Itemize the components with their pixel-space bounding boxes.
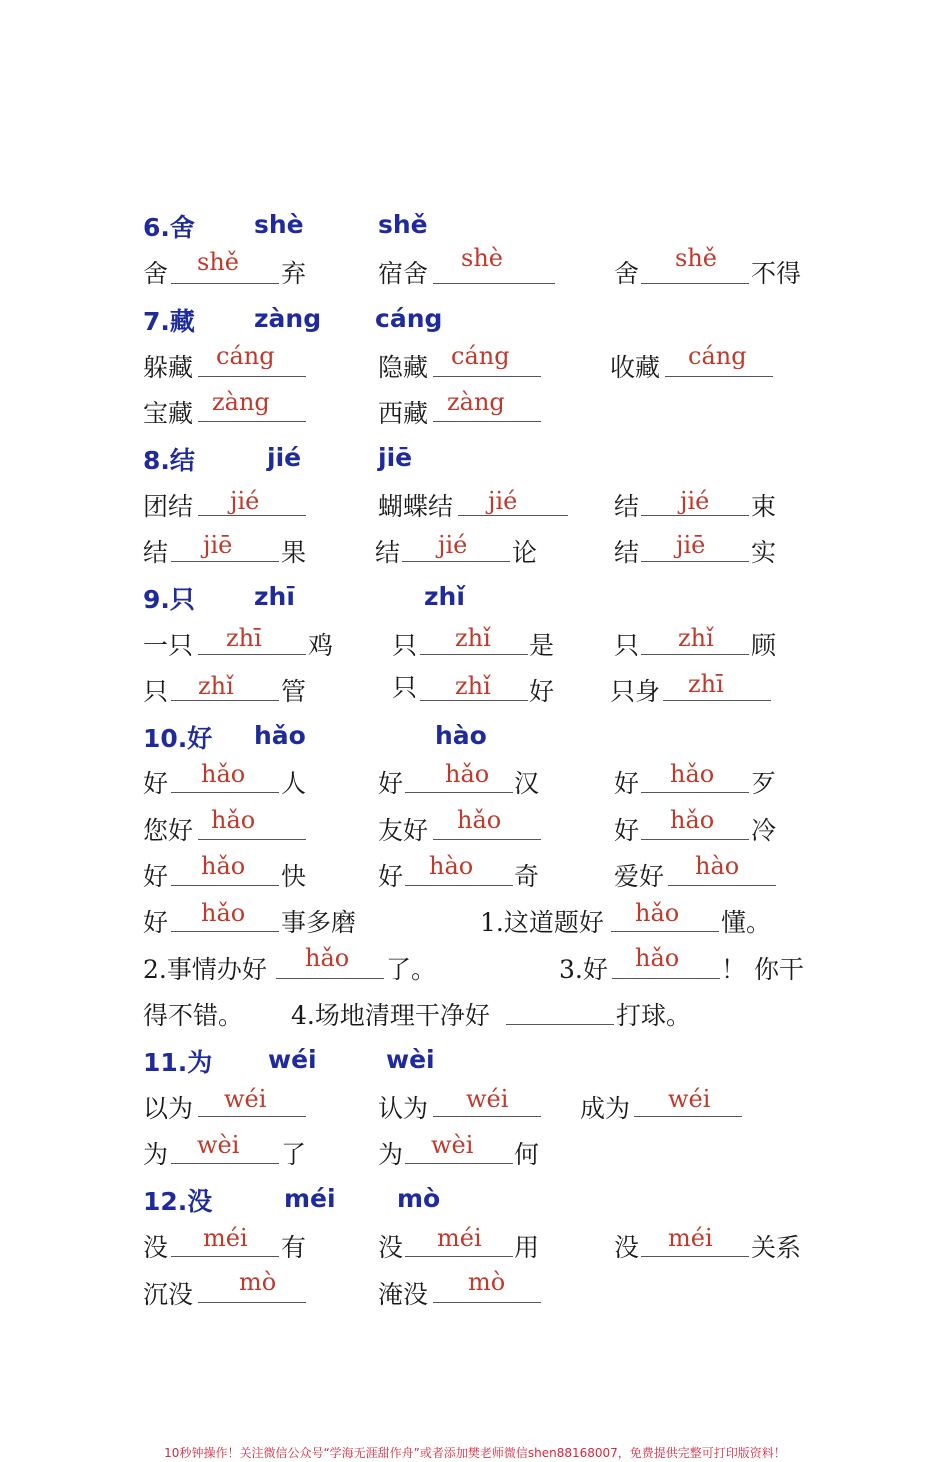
answer-pinyin: zhǐ	[198, 672, 234, 700]
sentence-1-end: 懂。	[721, 908, 772, 937]
answer-pinyin: jié	[438, 531, 468, 559]
word-prefix: 宝藏	[143, 399, 194, 428]
word-prefix: 淹没	[378, 1280, 429, 1309]
answer-blank[interactable]	[611, 931, 719, 932]
word-prefix: 西藏	[378, 399, 429, 428]
word-prefix: 结	[614, 538, 640, 567]
word-prefix: 只	[614, 631, 640, 660]
answer-pinyin: wèi	[431, 1131, 474, 1159]
word-prefix: 结	[375, 538, 401, 567]
word-suffix: 何	[514, 1140, 540, 1169]
word-prefix: 一只	[143, 631, 194, 660]
answer-blank[interactable]	[506, 1024, 614, 1025]
answer-blank[interactable]	[641, 839, 749, 840]
sentence-2-end: 了。	[386, 955, 437, 984]
section-9-pinyin-1: zhī	[254, 582, 295, 611]
answer-blank[interactable]	[665, 376, 773, 377]
word-suffix: 论	[512, 538, 538, 567]
sentence-3-end: ！ 你干	[721, 955, 804, 984]
section-10-pinyin-2: hào	[435, 721, 487, 750]
section-11-pinyin-2: wèi	[386, 1045, 435, 1074]
section-10-title: 10.好	[143, 724, 213, 753]
answer-pinyin: zàng	[447, 388, 505, 416]
section-8-title: 8.结	[143, 446, 195, 475]
answer-pinyin: cáng	[216, 342, 275, 370]
answer-pinyin: hǎo	[201, 760, 246, 788]
answer-pinyin: hǎo	[305, 944, 350, 972]
word-prefix: 结	[143, 538, 169, 567]
word-prefix: 收藏	[610, 353, 661, 382]
answer-pinyin: hào	[695, 852, 740, 880]
answer-blank[interactable]	[420, 654, 528, 655]
section-12-pinyin-2: mò	[397, 1184, 441, 1213]
answer-blank[interactable]	[641, 1256, 749, 1257]
word-suffix: 是	[529, 631, 555, 660]
answer-pinyin: jié	[230, 487, 260, 515]
word-suffix: 鸡	[308, 631, 334, 660]
section-7-pinyin-1: zàng	[254, 304, 322, 333]
answer-pinyin: hǎo	[201, 899, 246, 927]
word-prefix: 蝴蝶结	[378, 492, 454, 521]
word-prefix: 只	[392, 673, 418, 702]
word-prefix: 团结	[143, 492, 194, 521]
answer-pinyin: jié	[488, 487, 518, 515]
answer-blank[interactable]	[641, 654, 749, 655]
section-11-pinyin-1: wéi	[268, 1045, 317, 1074]
answer-pinyin: hào	[429, 852, 474, 880]
word-prefix: 只	[392, 631, 418, 660]
word-prefix: 为	[378, 1140, 404, 1169]
answer-blank[interactable]	[171, 885, 279, 886]
answer-pinyin: méi	[437, 1224, 482, 1252]
answer-blank[interactable]	[402, 561, 510, 562]
answer-blank[interactable]	[198, 839, 306, 840]
word-suffix: 果	[281, 538, 307, 567]
word-suffix: 不得	[751, 259, 802, 288]
answer-pinyin: jiē	[676, 531, 706, 559]
word-prefix: 为	[143, 1140, 169, 1169]
word-suffix: 汉	[514, 769, 540, 798]
sentence-4-end: 打球。	[616, 1001, 692, 1030]
answer-pinyin: hǎo	[635, 944, 680, 972]
answer-blank[interactable]	[198, 515, 306, 516]
word-suffix: 弃	[281, 259, 307, 288]
answer-pinyin: jié	[680, 487, 710, 515]
answer-pinyin: shè	[461, 244, 503, 272]
section-6-title: 6.舍	[143, 213, 195, 242]
answer-pinyin: wèi	[197, 1131, 240, 1159]
word-prefix: 躲藏	[143, 353, 194, 382]
word-prefix: 没	[143, 1233, 169, 1262]
word-prefix: 宿舍	[378, 259, 429, 288]
answer-pinyin: wéi	[668, 1085, 711, 1113]
answer-blank[interactable]	[433, 376, 541, 377]
section-9-pinyin-2: zhǐ	[424, 582, 465, 611]
word-prefix: 好	[143, 769, 169, 798]
word-prefix: 隐藏	[378, 353, 429, 382]
word-suffix: 了	[281, 1140, 307, 1169]
answer-pinyin: hǎo	[670, 806, 715, 834]
word-prefix: 以为	[143, 1094, 194, 1123]
answer-blank[interactable]	[458, 515, 568, 516]
answer-blank[interactable]	[663, 700, 771, 701]
answer-pinyin: mò	[239, 1268, 277, 1296]
word-suffix: 管	[281, 677, 307, 706]
word-prefix: 没	[378, 1233, 404, 1262]
word-prefix: 好	[378, 769, 404, 798]
answer-pinyin: zhī	[688, 670, 724, 698]
answer-blank[interactable]	[198, 376, 306, 377]
answer-blank[interactable]	[171, 700, 279, 701]
answer-pinyin: jiē	[203, 531, 233, 559]
answer-blank[interactable]	[405, 885, 513, 886]
section-9-title: 9.只	[143, 585, 195, 614]
answer-blank[interactable]	[171, 1163, 279, 1164]
answer-blank[interactable]	[612, 978, 720, 979]
section-6-pinyin-1: shè	[254, 210, 304, 239]
answer-blank[interactable]	[433, 839, 541, 840]
answer-blank[interactable]	[433, 421, 541, 422]
word-suffix: 用	[514, 1233, 540, 1262]
answer-blank[interactable]	[198, 1302, 306, 1303]
word-suffix: 好	[529, 677, 555, 706]
word-prefix: 只身	[610, 677, 661, 706]
answer-blank[interactable]	[198, 654, 306, 655]
answer-blank[interactable]	[171, 931, 279, 932]
word-prefix: 友好	[378, 816, 429, 845]
footer-notice: 10秒钟操作！关注微信公众号“学海无涯甜作舟”或者添加樊老师微信shen88168007，免费提供完整可打印版资料！	[164, 1446, 786, 1460]
sentence-3-continued: 得不错。	[143, 1001, 244, 1030]
answer-blank[interactable]	[433, 1116, 541, 1117]
answer-pinyin: zhǐ	[455, 624, 491, 652]
answer-pinyin: wéi	[224, 1085, 267, 1113]
sentence-1-start: 1.这道题好	[480, 908, 604, 937]
word-prefix: 好	[614, 769, 640, 798]
answer-blank[interactable]	[198, 1116, 306, 1117]
word-prefix: 没	[614, 1233, 640, 1262]
answer-pinyin: zhī	[226, 624, 262, 652]
word-prefix: 舍	[614, 259, 640, 288]
answer-pinyin: hǎo	[457, 806, 502, 834]
answer-blank[interactable]	[171, 561, 279, 562]
answer-pinyin: hǎo	[635, 899, 680, 927]
answer-pinyin: zhǐ	[678, 624, 714, 652]
answer-blank[interactable]	[198, 421, 306, 422]
sentence-2-start: 2.事情办好	[143, 955, 267, 984]
word-prefix: 好	[378, 862, 404, 891]
answer-blank[interactable]	[641, 561, 749, 562]
word-prefix: 好	[614, 816, 640, 845]
answer-blank[interactable]	[405, 1256, 513, 1257]
section-7-title: 7.藏	[143, 307, 195, 336]
sentence-3-start: 3.好	[559, 955, 608, 984]
answer-blank[interactable]	[171, 283, 279, 284]
word-suffix: 实	[751, 538, 777, 567]
section-11-title: 11.为	[143, 1048, 213, 1077]
word-prefix: 沉没	[143, 1280, 194, 1309]
word-suffix: 束	[751, 492, 777, 521]
section-12-pinyin-1: méi	[284, 1184, 336, 1213]
answer-blank[interactable]	[433, 1302, 541, 1303]
word-prefix: 只	[143, 677, 169, 706]
answer-pinyin: hǎo	[670, 760, 715, 788]
word-prefix: 舍	[143, 259, 169, 288]
word-suffix: 冷	[751, 816, 777, 845]
answer-pinyin: cáng	[688, 342, 747, 370]
word-suffix: 关系	[751, 1233, 802, 1262]
word-suffix: 奇	[514, 862, 540, 891]
sentence-4-start: 4.场地清理干净好	[291, 1001, 490, 1030]
word-suffix: 有	[281, 1233, 307, 1262]
answer-blank[interactable]	[641, 283, 749, 284]
word-prefix: 结	[614, 492, 640, 521]
word-prefix: 爱好	[614, 862, 665, 891]
answer-pinyin: shě	[675, 244, 717, 272]
answer-pinyin: zàng	[212, 388, 270, 416]
word-suffix: 人	[281, 769, 307, 798]
answer-pinyin: zhǐ	[455, 672, 491, 700]
section-12-title: 12.没	[143, 1187, 213, 1216]
answer-blank[interactable]	[171, 792, 279, 793]
answer-blank[interactable]	[276, 978, 384, 979]
answer-pinyin: wéi	[466, 1085, 509, 1113]
answer-blank[interactable]	[405, 792, 513, 793]
answer-blank[interactable]	[433, 283, 555, 284]
answer-blank[interactable]	[668, 885, 776, 886]
answer-blank[interactable]	[171, 1256, 279, 1257]
answer-pinyin: méi	[203, 1224, 248, 1252]
word-suffix: 事多磨	[281, 908, 357, 937]
answer-blank[interactable]	[641, 792, 749, 793]
section-8-pinyin-2: jiē	[378, 443, 413, 472]
section-6-pinyin-2: shě	[378, 210, 428, 239]
answer-pinyin: méi	[668, 1224, 713, 1252]
answer-pinyin: cáng	[451, 342, 510, 370]
answer-blank[interactable]	[634, 1116, 742, 1117]
answer-pinyin: hǎo	[445, 760, 490, 788]
section-7-pinyin-2: cáng	[375, 304, 443, 333]
word-prefix: 好	[143, 908, 169, 937]
section-10-pinyin-1: hǎo	[254, 721, 306, 750]
word-prefix: 成为	[580, 1094, 631, 1123]
answer-pinyin: mò	[468, 1268, 506, 1296]
word-suffix: 顾	[751, 631, 777, 660]
answer-pinyin: shě	[197, 248, 239, 276]
answer-pinyin: hǎo	[201, 852, 246, 880]
word-suffix: 快	[281, 862, 307, 891]
answer-blank[interactable]	[641, 515, 749, 516]
answer-blank[interactable]	[420, 700, 528, 701]
word-prefix: 您好	[143, 816, 194, 845]
answer-pinyin: hǎo	[211, 806, 256, 834]
word-prefix: 好	[143, 862, 169, 891]
word-suffix: 歹	[751, 769, 777, 798]
section-8-pinyin-1: jié	[267, 443, 302, 472]
answer-blank[interactable]	[405, 1163, 513, 1164]
word-prefix: 认为	[378, 1094, 429, 1123]
